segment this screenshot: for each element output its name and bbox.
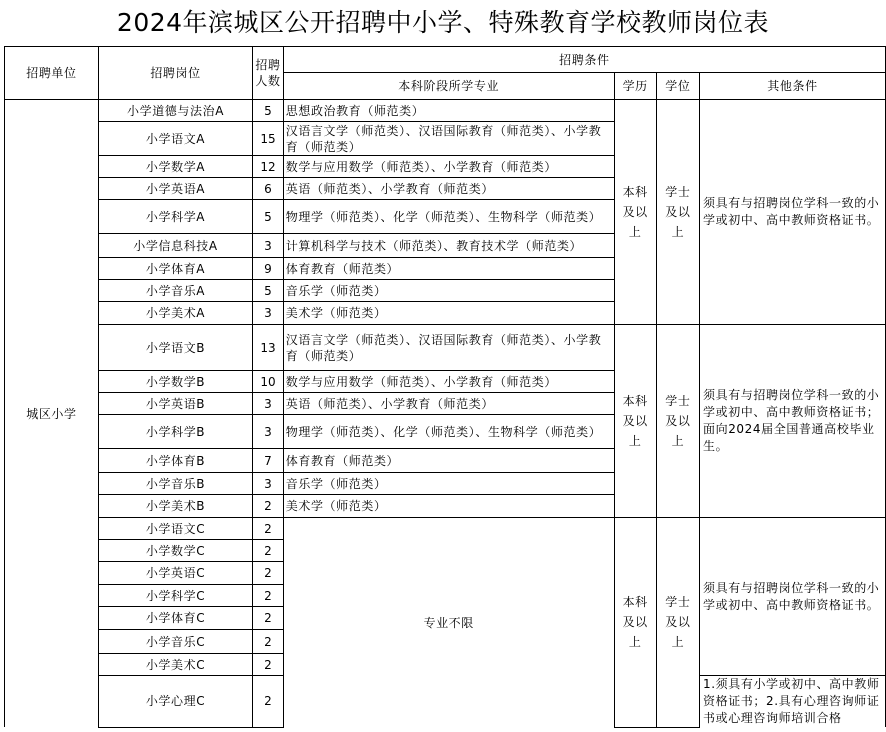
position-cell: 小学英语B xyxy=(98,393,252,415)
count-cell: 2 xyxy=(253,585,284,607)
position-cell: 小学体育B xyxy=(98,449,252,473)
count-cell: 2 xyxy=(253,676,284,728)
count-cell: 2 xyxy=(253,607,284,630)
major-cell: 音乐学（师范类） xyxy=(283,473,614,495)
position-cell: 小学语文C xyxy=(98,518,252,540)
major-cell: 美术学（师范类） xyxy=(283,495,614,518)
degree-cell: 学士及以上 xyxy=(656,325,699,518)
position-cell: 小学英语C xyxy=(98,562,252,585)
education-cell: 本科及以上 xyxy=(614,518,656,728)
position-cell: 小学美术A xyxy=(98,302,252,325)
major-cell: 物理学（师范类）、化学（师范类）、生物科学（师范类） xyxy=(283,415,614,449)
count-cell: 5 xyxy=(253,200,284,234)
count-cell: 7 xyxy=(253,449,284,473)
position-cell: 小学语文B xyxy=(98,325,252,371)
count-cell: 13 xyxy=(253,325,284,371)
position-cell: 小学数学A xyxy=(98,156,252,178)
table-row xyxy=(5,518,886,540)
header-education: 学历 xyxy=(614,73,656,100)
count-cell: 2 xyxy=(253,518,284,540)
major-cell: 物理学（师范类）、化学（师范类）、生物科学（师范类） xyxy=(283,200,614,234)
major-cell: 体育教育（师范类） xyxy=(283,449,614,473)
major-cell: 汉语言文学（师范类）、汉语国际教育（师范类）、小学教育（师范类） xyxy=(283,122,614,156)
major-cell: 数学与应用数学（师范类）、小学教育（师范类） xyxy=(283,156,614,178)
position-cell: 小学信息科技A xyxy=(98,234,252,258)
count-cell: 12 xyxy=(253,156,284,178)
header-major: 本科阶段所学专业 xyxy=(283,73,614,100)
other-cell: 须具有与招聘岗位学科一致的小学或初中、高中教师资格证书。 xyxy=(700,100,886,325)
table-row xyxy=(5,100,886,122)
major-cell: 计算机科学与技术（师范类）、教育技术学（师范类） xyxy=(283,234,614,258)
unit-cell: 城区小学 xyxy=(5,100,99,728)
position-cell: 小学体育C xyxy=(98,607,252,630)
other-cell: 须具有与招聘岗位学科一致的小学或初中、高中教师资格证书。 xyxy=(700,518,886,676)
count-cell: 9 xyxy=(253,258,284,280)
count-cell: 2 xyxy=(253,630,284,654)
position-cell: 小学美术B xyxy=(98,495,252,518)
position-cell: 小学音乐A xyxy=(98,280,252,302)
major-cell: 体育教育（师范类） xyxy=(283,258,614,280)
table-row xyxy=(5,325,886,371)
position-cell: 小学心理C xyxy=(98,676,252,728)
position-cell: 小学数学B xyxy=(98,371,252,393)
header-count: 招聘人数 xyxy=(253,47,284,100)
degree-cell: 学士及以上 xyxy=(656,100,699,325)
count-cell: 10 xyxy=(253,371,284,393)
position-cell: 小学语文A xyxy=(98,122,252,156)
position-cell: 小学道德与法治A xyxy=(98,100,252,122)
count-cell: 3 xyxy=(253,473,284,495)
count-cell: 5 xyxy=(253,100,284,122)
count-cell: 3 xyxy=(253,302,284,325)
education-cell: 本科及以上 xyxy=(614,100,656,325)
other-cell-last: 1.须具有小学或初中、高中教师资格证书；2.具有心理咨询师证书或心理咨询师培训合格 xyxy=(700,676,886,728)
count-cell: 3 xyxy=(253,415,284,449)
count-cell: 6 xyxy=(253,178,284,200)
position-cell: 小学科学A xyxy=(98,200,252,234)
count-cell: 15 xyxy=(253,122,284,156)
degree-cell: 学士及以上 xyxy=(656,518,699,728)
count-cell: 2 xyxy=(253,495,284,518)
major-cell: 汉语言文学（师范类）、汉语国际教育（师范类）、小学教育（师范类） xyxy=(283,325,614,371)
header-other: 其他条件 xyxy=(700,73,886,100)
recruitment-table xyxy=(4,46,886,728)
position-cell: 小学科学C xyxy=(98,585,252,607)
major-cell: 英语（师范类）、小学教育（师范类） xyxy=(283,178,614,200)
header-unit: 招聘单位 xyxy=(5,47,99,100)
major-cell: 美术学（师范类） xyxy=(283,302,614,325)
education-cell: 本科及以上 xyxy=(614,325,656,518)
header-conditions: 招聘条件 xyxy=(283,47,885,73)
count-cell: 3 xyxy=(253,234,284,258)
position-cell: 小学美术C xyxy=(98,654,252,676)
count-cell: 2 xyxy=(253,562,284,585)
other-cell: 须具有与招聘岗位学科一致的小学或初中、高中教师资格证书；面向2024届全国普通高校毕业生。 xyxy=(700,325,886,518)
position-cell: 小学体育A xyxy=(98,258,252,280)
major-cell: 思想政治教育（师范类） xyxy=(283,100,614,122)
position-cell: 小学数学C xyxy=(98,540,252,562)
count-cell: 2 xyxy=(253,654,284,676)
count-cell: 5 xyxy=(253,280,284,302)
major-cell: 英语（师范类）、小学教育（师范类） xyxy=(283,393,614,415)
position-cell: 小学音乐C xyxy=(98,630,252,654)
header-position: 招聘岗位 xyxy=(98,47,252,100)
position-cell: 小学英语A xyxy=(98,178,252,200)
major-cell: 音乐学（师范类） xyxy=(283,280,614,302)
page-title: 2024年滨城区公开招聘中小学、特殊教育学校教师岗位表 xyxy=(116,8,770,37)
position-cell: 小学音乐B xyxy=(98,473,252,495)
position-cell: 小学科学B xyxy=(98,415,252,449)
major-cell: 专业不限 xyxy=(283,518,614,728)
header-degree: 学位 xyxy=(656,73,699,100)
count-cell: 2 xyxy=(253,540,284,562)
major-cell: 数学与应用数学（师范类）、小学教育（师范类） xyxy=(283,371,614,393)
count-cell: 3 xyxy=(253,393,284,415)
